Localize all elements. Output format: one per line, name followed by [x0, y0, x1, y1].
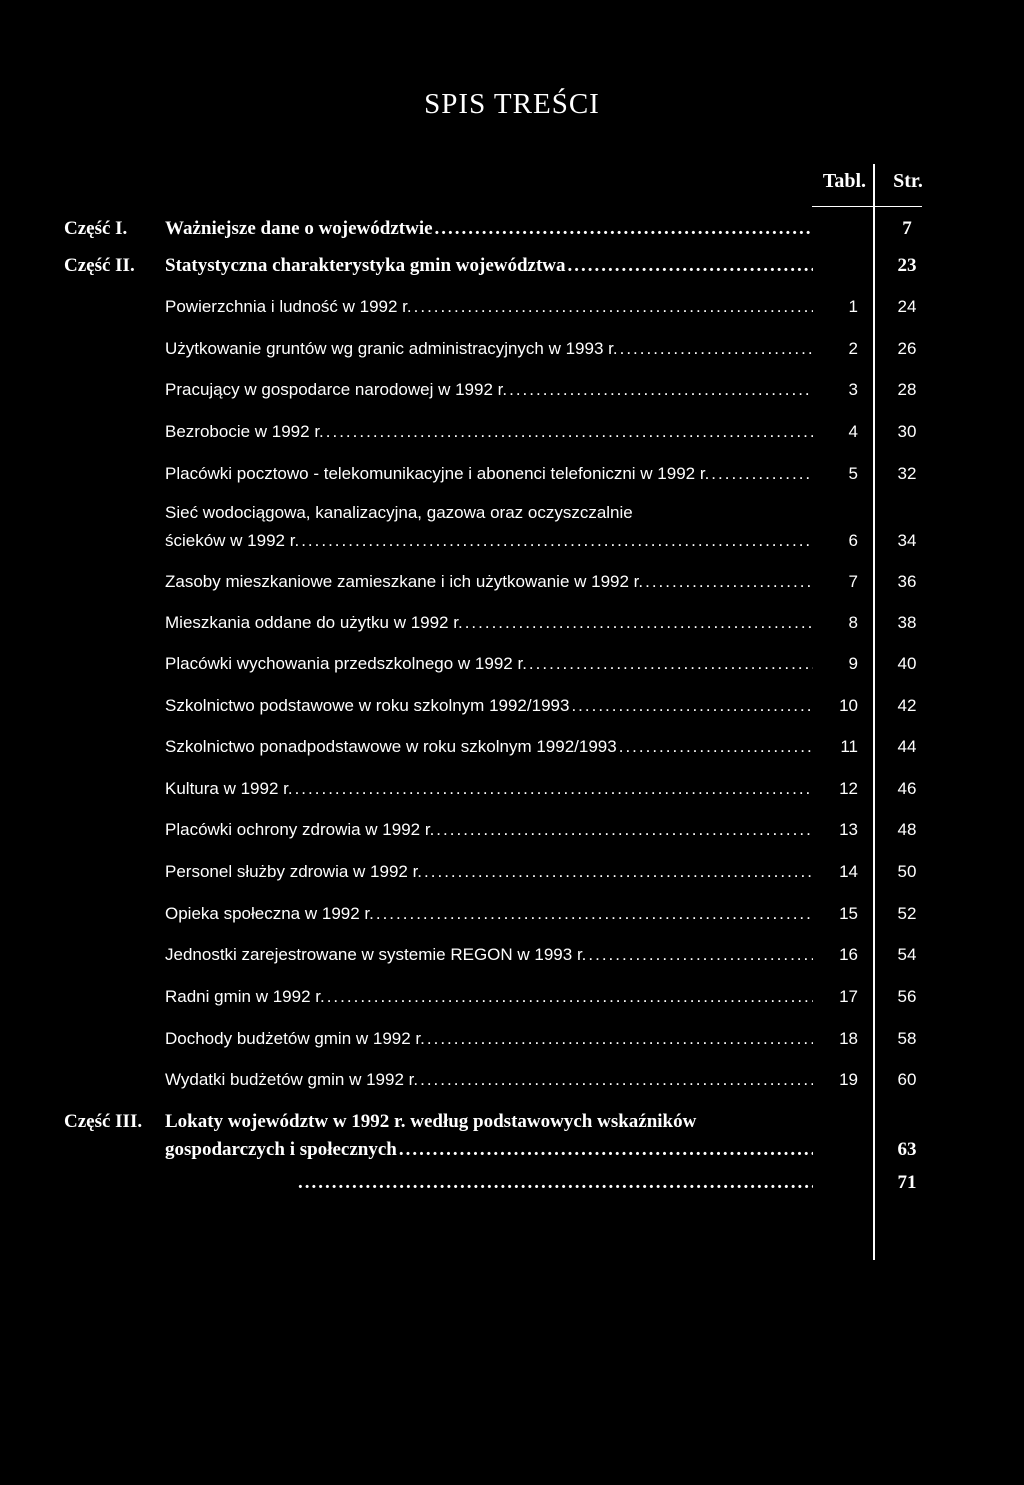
- part-label: Część II.: [64, 255, 135, 276]
- leader-dots: [568, 255, 813, 277]
- table-title: Placówki ochrony zdrowia w 1992 r.: [165, 820, 435, 839]
- table-number: 4: [848, 422, 858, 441]
- toc-part-1: [0, 218, 1024, 246]
- column-header-tabl: Tabl.: [822, 170, 866, 192]
- leader-dots: [301, 531, 813, 551]
- page-number: 36: [897, 572, 917, 591]
- leader-dots: [327, 987, 813, 1007]
- table-number: 3: [848, 380, 858, 399]
- toc-table-row: [0, 380, 1024, 408]
- table-number: 2: [848, 339, 858, 358]
- toc-table-row: [0, 422, 1024, 450]
- page-number: 56: [897, 987, 917, 1006]
- toc-table-row: [0, 464, 1024, 492]
- leader-dots: [509, 380, 813, 400]
- table-title: Jednostki zarejestrowane w systemie REGON w 1993 r.: [165, 945, 587, 964]
- part-title: Lokaty województw w 1992 r. według podstawowych wskaźników: [165, 1111, 697, 1132]
- table-number: 5: [848, 464, 858, 483]
- leader-dots: [295, 779, 813, 799]
- page-number: 7: [902, 218, 912, 239]
- page-number: 48: [897, 820, 917, 839]
- header-divider: [812, 206, 922, 207]
- page-number: 23: [897, 255, 917, 276]
- toc-table-row: [0, 297, 1024, 325]
- page-number: 54: [897, 945, 917, 964]
- toc-table-row: [0, 572, 1024, 600]
- toc-table-row: [0, 613, 1024, 641]
- table-title: Mieszkania oddane do użytku w 1992 r.: [165, 613, 463, 632]
- leader-dots: [711, 464, 813, 484]
- toc-part-2: [0, 255, 1024, 283]
- leader-dots: [326, 422, 813, 442]
- table-title: Szkolnictwo ponadpodstawowe w roku szkolnym 1992/1993: [165, 737, 617, 756]
- part-title: Ważniejsze dane o województwie: [165, 218, 433, 239]
- part-label: Część III.: [64, 1111, 143, 1132]
- part-label: Część I.: [64, 218, 128, 239]
- leader-dots: [619, 737, 813, 757]
- table-title: Zasoby mieszkaniowe zamieszkane i ich użytkowanie w 1992 r.: [165, 572, 644, 591]
- page-number: 60: [897, 1070, 917, 1089]
- toc-table-row: [0, 1070, 1024, 1098]
- page-number: 46: [897, 779, 917, 798]
- toc-table-row: [0, 696, 1024, 724]
- part-title-cont: gospodarczych i społecznych: [165, 1139, 397, 1160]
- leader-dots: [420, 1070, 813, 1090]
- page-number: 26: [897, 339, 917, 358]
- table-number: 12: [839, 779, 858, 798]
- table-number: 9: [848, 654, 858, 673]
- leader-dots: [620, 339, 813, 359]
- page-title: SPIS TREŚCI: [424, 88, 600, 120]
- table-number: 8: [848, 613, 858, 632]
- part-title: Statystyczna charakterystyka gmin województwa: [165, 255, 566, 276]
- toc-table-row: [0, 339, 1024, 367]
- table-number: 6: [848, 531, 858, 550]
- page-number: 50: [897, 862, 917, 881]
- page-number: 58: [897, 1029, 917, 1048]
- table-title: Opieka społeczna w 1992 r.: [165, 904, 374, 923]
- leader-dots: [435, 218, 813, 240]
- table-number: 16: [839, 945, 858, 964]
- table-number: 17: [839, 987, 858, 1006]
- table-title: Powierzchnia i ludność w 1992 r.: [165, 297, 412, 316]
- page-number: 34: [897, 531, 917, 550]
- leader-dots: [465, 613, 813, 633]
- leader-dots: [298, 1172, 813, 1194]
- table-title: Bezrobocie w 1992 r.: [165, 422, 324, 441]
- leader-dots: [376, 904, 813, 924]
- leader-dots: [588, 945, 813, 965]
- toc-table-row: [0, 1029, 1024, 1057]
- toc-table-row: [0, 503, 1024, 550]
- table-number: 14: [839, 862, 858, 881]
- toc-table-row: [0, 945, 1024, 973]
- page-number: 32: [897, 464, 917, 483]
- page-number: 71: [897, 1172, 917, 1193]
- toc-table-row: [0, 779, 1024, 807]
- table-title: Pracujący w gospodarce narodowej w 1992 r.: [165, 380, 508, 399]
- leader-dots: [414, 297, 813, 317]
- toc-table-row: [0, 904, 1024, 932]
- table-title: Placówki wychowania przedszkolnego w 1992 r.: [165, 654, 527, 673]
- table-title: Sieć wodociągowa, kanalizacyjna, gazowa oraz oczyszczalnie: [165, 503, 633, 522]
- table-title: Szkolnictwo podstawowe w roku szkolnym 1992/1993: [165, 696, 570, 715]
- table-number: 7: [848, 572, 858, 591]
- leader-dots: [436, 820, 813, 840]
- toc-table-row: [0, 654, 1024, 682]
- table-number: 15: [839, 904, 858, 923]
- table-title: Użytkowanie gruntów wg granic administracyjnych w 1993 r.: [165, 339, 618, 358]
- table-title: Kultura w 1992 r.: [165, 779, 293, 798]
- page-number: 38: [897, 613, 917, 632]
- page-number: 42: [897, 696, 917, 715]
- leader-dots: [399, 1139, 813, 1161]
- leader-dots: [645, 572, 813, 592]
- leader-dots: [424, 862, 813, 882]
- column-header-str: Str.: [893, 170, 923, 192]
- page-number: 44: [897, 737, 917, 756]
- leader-dots: [427, 1029, 813, 1049]
- table-number: 19: [839, 1070, 858, 1089]
- table-title: Placówki pocztowo - telekomunikacyjne i abonenci telefoniczni w 1992 r.: [165, 464, 710, 483]
- table-title: Personel służby zdrowia w 1992 r.: [165, 862, 423, 881]
- table-number: 1: [848, 297, 858, 316]
- page-number: 40: [897, 654, 917, 673]
- toc-part-4: [0, 1172, 1024, 1200]
- toc-table-row: [0, 862, 1024, 890]
- table-title-cont: ścieków w 1992 r.: [165, 531, 300, 550]
- table-title: Wydatki budżetów gmin w 1992 r.: [165, 1070, 419, 1089]
- toc-part-3: [0, 1111, 1024, 1160]
- table-number: 18: [839, 1029, 858, 1048]
- page-number: 52: [897, 904, 917, 923]
- toc-table-row: [0, 737, 1024, 765]
- table-number: 10: [839, 696, 858, 715]
- page-number: 30: [897, 422, 917, 441]
- page-number: 63: [897, 1139, 917, 1160]
- table-number: 11: [840, 737, 858, 756]
- toc-table-row: [0, 820, 1024, 848]
- leader-dots: [571, 696, 813, 716]
- page-number: 24: [897, 297, 917, 316]
- leader-dots: [529, 654, 813, 674]
- table-title: Dochody budżetów gmin w 1992 r.: [165, 1029, 425, 1048]
- toc-table-row: [0, 987, 1024, 1015]
- table-number: 13: [839, 820, 858, 839]
- page-number: 28: [897, 380, 917, 399]
- table-title: Radni gmin w 1992 r.: [165, 987, 325, 1006]
